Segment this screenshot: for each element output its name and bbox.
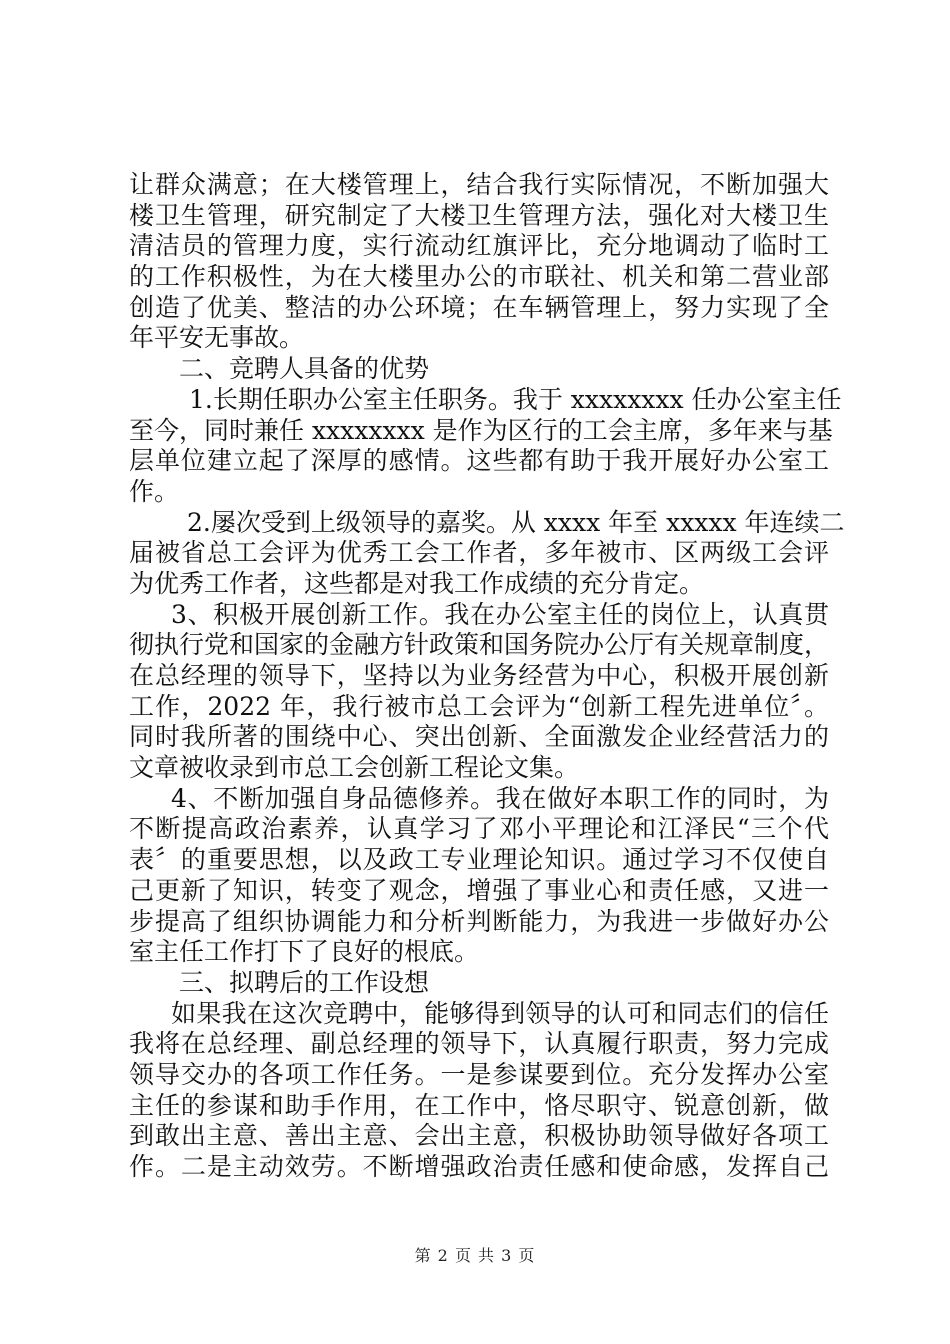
text-line: 表〞的重要思想，以及政工专业理论知识。通过学习不仅使自 [129,845,829,875]
text-line: 如果我在这次竞聘中，能够得到领导的认可和同志们的信任 [171,998,829,1028]
page-number-footer: 第 2 页 共 3 页 [414,1246,536,1265]
text-line: 为优秀工作者，这些都是对我工作成绩的充分肯定。 [129,568,705,598]
text-line: 至今，同时兼任 xxxxxxxx 是作为区行的工会主席，多年来与基 [129,415,833,445]
text-line: 层单位建立起了深厚的感情。这些都有助于我开展好办公室工 [129,446,829,476]
document-body [129,170,845,1183]
text-line: 届被省总工会评为优秀工会工作者，多年被市、区两级工会评 [129,538,829,568]
text-line: 4、不断加强自身品德修养。我在做好本职工作的同时，为 [171,783,829,813]
text-line: 的工作积极性，为在大楼里办公的市联社、机关和第二营业部 [129,262,829,292]
text-line: 清洁员的管理力度，实行流动红旗评比，充分地调动了临时工 [129,231,829,261]
text-line: 同时我所著的围绕中心、突出创新、全面激发企业经营活力的 [129,722,829,752]
text-line: 文章被收录到市总工会创新工程论文集。 [129,753,580,783]
text-line: 己更新了知识，转变了观念，增强了事业心和责任感，又进一 [129,875,829,905]
text-line: 领导交办的各项工作任务。一是参谋要到位。充分发挥办公室 [129,1059,829,1089]
text-line: 2.屡次受到上级领导的嘉奖。从 xxxx 年至 xxxxx 年连续二 [187,507,845,537]
text-line: 楼卫生管理，研究制定了大楼卫生管理方法，强化对大楼卫生 [129,200,829,230]
text-line: 不断提高政治素养，认真学习了邓小平理论和江泽民“三个代 [129,814,829,844]
text-line: 让群众满意；在大楼管理上，结合我行实际情况，不断加强大 [129,170,829,199]
section-heading: 二、竞聘人具备的优势 [179,354,430,384]
text-line: 1.长期任职办公室主任职务。我于 xxxxxxxx 任办公室主任 [189,384,842,414]
text-line: 在总经理的领导下，坚持以为业务经营为中心，积极开展创新 [129,661,829,690]
text-line: 步提高了组织协调能力和分析判断能力，为我进一步做好办公 [129,906,829,936]
text-line: 作。二是主动效劳。不断增强政治责任感和使命感，发挥自己 [129,1152,829,1181]
section-heading: 三、拟聘后的工作设想 [179,967,430,997]
text-line: 3、积极开展创新工作。我在办公室主任的岗位上，认真贯 [171,599,829,629]
text-line: 到敢出主意、善出主意、会出主意，积极协助领导做好各项工 [129,1121,829,1151]
text-line: 作。 [129,476,180,506]
text-line: 室主任工作打下了良好的根底。 [129,937,480,967]
text-line: 我将在总经理、副总经理的领导下，认真履行职责，努力完成 [129,1029,829,1059]
text-line: 年平安无事故。 [129,323,305,353]
text-line: 彻执行党和国家的金融方针政策和国务院办公厅有关规章制度， [129,630,830,660]
text-line: 创造了优美、整洁的办公环境；在车辆管理上，努力实现了全 [129,292,829,322]
text-line: 工作，2022 年，我行被市总工会评为“创新工程先进单位〞。 [129,691,829,721]
text-line: 主任的参谋和助手作用，在工作中，恪尽职守、锐意创新，做 [129,1090,829,1120]
